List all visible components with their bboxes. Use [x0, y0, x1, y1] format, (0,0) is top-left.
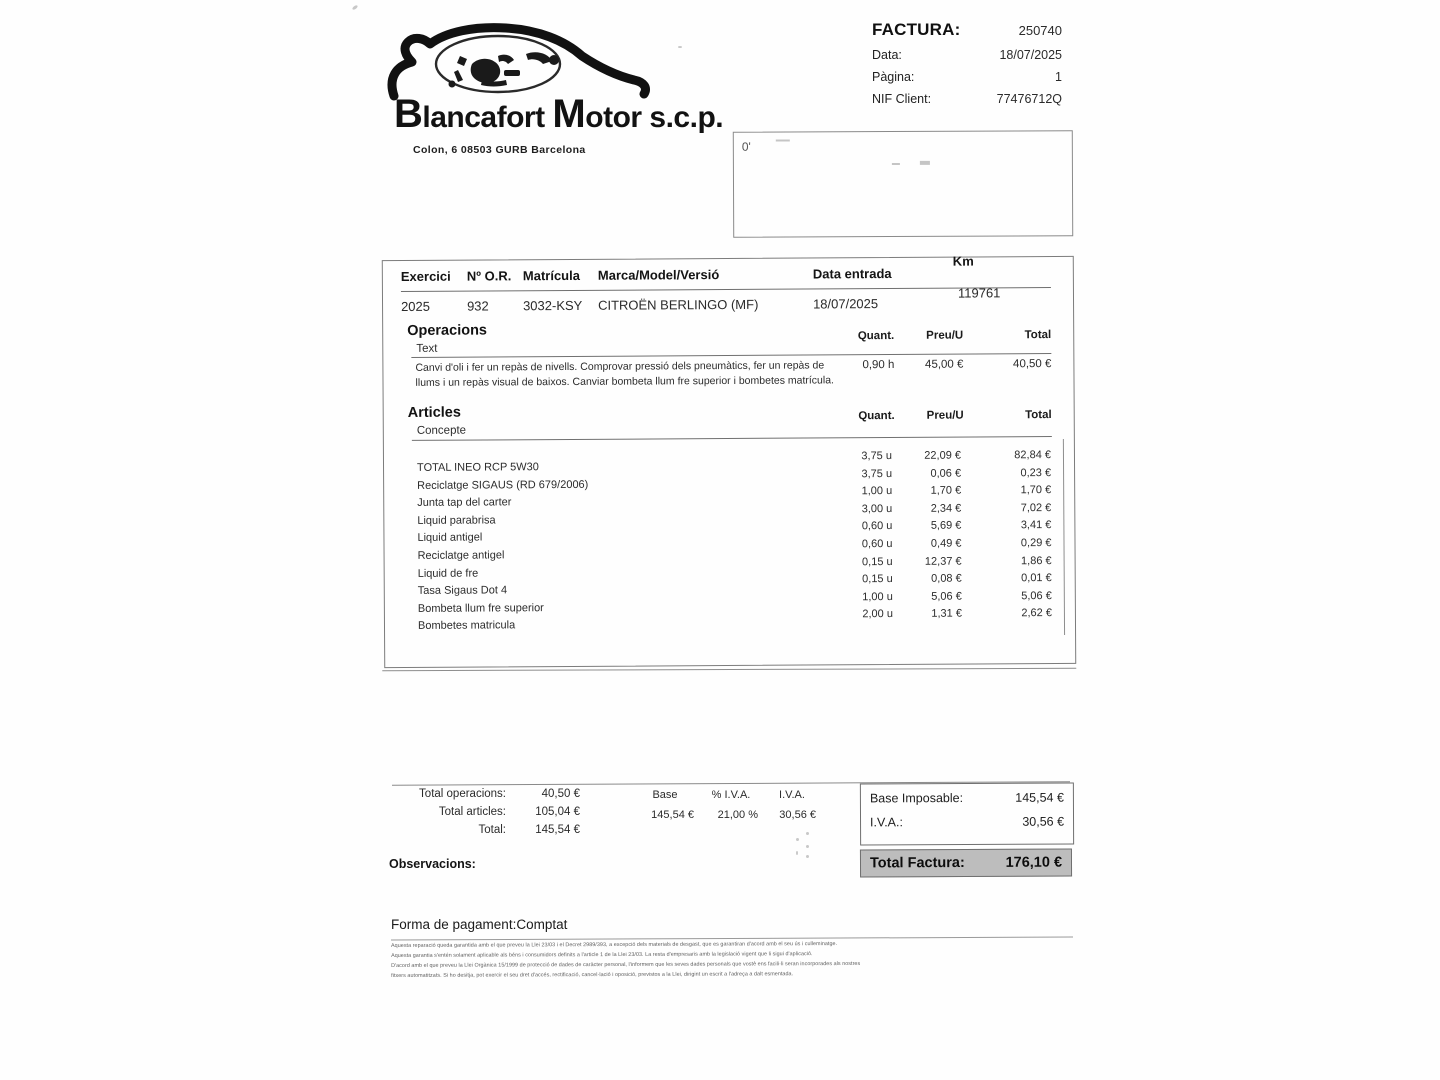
vehicle-data-row [383, 285, 1073, 321]
scan-artifact [796, 851, 798, 855]
scan-artifact [806, 845, 809, 848]
total-operacions-row [410, 788, 580, 800]
col-header-data-entrada: Data entrada [812, 266, 892, 282]
articles-col-header-total: Total [1025, 409, 1052, 422]
vat-header-iva: I.V.A. [779, 789, 805, 801]
invoice-detail-table [382, 253, 1076, 668]
totals-left-block [410, 788, 580, 842]
col-header-num-or: Nº O.R. [466, 268, 512, 284]
article-preu: 0,06 € [930, 467, 962, 480]
col-header-km: Km [952, 253, 974, 269]
operacions-quant: 0,90 h [862, 358, 895, 372]
invoice-meta [872, 20, 1062, 114]
summary-base-row [861, 791, 1073, 806]
company-address: Colon, 6 08503 GURB Barcelona [413, 144, 586, 156]
vat-iva-value: 30,56 € [779, 809, 816, 821]
operacions-text: Canvi d'oli i fer un repàs de nivells. Comprovar pressió dels pneumàtics, fer un repàs de llums i un repàs visual de baixos. Canviar bombeta llum fre superior i bombetes matrícula. [415, 359, 834, 390]
section-title-operacions: Operacions [407, 322, 488, 339]
observacions-label: Observacions: [389, 857, 476, 871]
vat-header-pct: % I.V.A. [711, 789, 751, 801]
article-total: 1,86 € [1020, 554, 1052, 567]
section-subtitle-text: Text [416, 342, 438, 355]
article-preu: 0,49 € [930, 537, 962, 550]
legal-line-3: D'acord amb el que preveu la Llei Orgànica 15/1999 de protecció de dades de caràcter personal, l'informem que les seves dades personals que vostè ens facili·li seran incorporades als nostres [391, 960, 861, 969]
summary-iva-label: I.V.A.: [870, 815, 903, 830]
total-articles-label: Total articles: [438, 806, 506, 818]
total-label: Total: [478, 824, 506, 836]
article-name: Liquid de fre [417, 567, 479, 580]
article-name: TOTAL INEO RCP 5W30 [416, 461, 539, 474]
vat-header-base: Base [652, 789, 678, 801]
scan-artifact [352, 5, 359, 11]
articles-col-header-preu: Preu/U [926, 409, 964, 422]
scan-artifact [892, 163, 900, 165]
total-articles-row [410, 806, 580, 818]
article-quant: 1,00 u [861, 485, 893, 498]
article-quant: 3,00 u [861, 502, 893, 515]
company-logo [386, 18, 726, 156]
article-quant: 2,00 u [862, 608, 893, 621]
invoice-label: FACTURA: [872, 20, 961, 39]
article-preu: 2,34 € [930, 502, 962, 515]
table-row [385, 607, 1075, 633]
summary-box [860, 783, 1074, 846]
col-header-exercici: Exercici [400, 268, 451, 285]
company-wordmark: Blancafort Motor s.c.p. [394, 92, 724, 136]
vat-base-value: 145,54 € [651, 809, 694, 821]
meta-row-page [872, 70, 1062, 84]
meta-row-invoice [872, 20, 1062, 40]
total-row [410, 824, 580, 836]
legal-line-1: Aquesta reparació queda garantida amb el que preveu la Llei 23/03 i el Decret 2989/393, a excepció dels materials de desgast, que es garantiran d'acord amb el seu ús i culleminatge. [391, 941, 838, 949]
section-title-articles: Articles [407, 404, 461, 421]
articles-list [384, 449, 1075, 633]
article-name: Tasa Sigaus Dot 4 [417, 584, 508, 598]
article-total: 82,84 € [1014, 449, 1052, 462]
scan-artifact [806, 832, 809, 835]
payment-method: Forma de pagament:Comptat [391, 917, 568, 932]
legal-line-4: fitxers automatitzats. Si ho desitja, pot exercir el seu dret d'accés, rectificació, cancel·lació i oposició, previstos a la Llei, dirigint un escrit a l'adreça a dalt esmentada. [391, 971, 794, 979]
article-total: 3,41 € [1020, 519, 1052, 532]
article-preu: 1,70 € [930, 484, 962, 497]
meta-row-nif [872, 92, 1062, 106]
scan-artifact [796, 838, 799, 841]
total-operacions-label: Total operacions: [419, 788, 506, 800]
value-num-or: 932 [466, 298, 489, 314]
article-total: 0,23 € [1020, 466, 1052, 479]
ops-col-header-total: Total [1024, 329, 1052, 342]
total-articles-value: 105,04 € [535, 806, 580, 818]
value-exercici: 2025 [400, 298, 431, 315]
vat-breakdown-table [636, 789, 816, 821]
date-label: Data: [872, 48, 902, 62]
summary-base-value: 145,54 € [1015, 790, 1064, 805]
summary-iva-row [861, 815, 1073, 830]
article-name: Bombetes matricula [417, 619, 516, 633]
article-preu: 12,37 € [924, 555, 962, 568]
ops-col-header-quant: Quant. [857, 329, 895, 343]
col-header-matricula: Matrícula [522, 267, 580, 284]
article-preu: 5,69 € [930, 519, 962, 533]
article-name: Bombeta llum fre superior [417, 601, 544, 615]
article-total: 2,62 € [1021, 607, 1052, 620]
total-value: 145,54 € [535, 824, 580, 836]
article-preu: 1,31 € [931, 607, 962, 621]
article-preu: 22,09 € [924, 449, 962, 462]
summary-iva-value: 30,56 € [1022, 814, 1065, 829]
meta-row-date [872, 48, 1062, 62]
article-name: Junta tap del carter [417, 496, 512, 510]
article-quant: 0,15 u [861, 555, 893, 568]
article-quant: 0,60 u [861, 520, 893, 533]
page-value: 1 [1055, 70, 1062, 84]
total-operacions-value: 40,50 € [541, 788, 580, 800]
page-label: Pàgina: [872, 70, 915, 84]
legal-line-2: Aquesta garantia s'entén solament aplicable als béns i consumidors definits a l'article 1 de la Llei 23/03. La resta d'empresaris amb la legislació vigent que li sigui d'aplicació. [391, 951, 813, 959]
article-total: 0,01 € [1021, 572, 1052, 585]
articles-col-header-quant: Quant. [858, 409, 895, 423]
vat-header-row [636, 789, 816, 801]
article-name: Liquid antigel [417, 531, 483, 545]
article-quant: 3,75 u [861, 450, 893, 463]
scan-artifact [776, 139, 790, 141]
articles-divider [412, 436, 1052, 441]
article-name: Reciclatge antigel [417, 549, 505, 562]
ops-col-header-preu: Preu/U [926, 329, 964, 342]
vat-pct-value: 21,00 % [717, 809, 758, 821]
value-km: 119761 [957, 285, 1001, 301]
article-total: 7,02 € [1020, 501, 1052, 515]
article-quant: 0,15 u [862, 573, 893, 586]
scan-artifact [806, 855, 809, 858]
scan-artifact [920, 161, 930, 165]
date-value: 18/07/2025 [999, 48, 1062, 62]
value-data-entrada: 18/07/2025 [812, 296, 879, 312]
value-marca: CITROËN BERLINGO (MF) [597, 296, 759, 313]
article-quant: 3,75 u [861, 467, 893, 480]
nif-label: NIF Client: [872, 92, 932, 106]
operacions-divider [411, 353, 1051, 358]
total-factura-box [860, 849, 1072, 878]
total-factura-label: Total Factura: [869, 855, 965, 872]
nif-value: 77476712Q [996, 92, 1062, 106]
article-quant: 1,00 u [862, 590, 893, 603]
total-factura-value: 176,10 € [1005, 854, 1063, 871]
invoice-number: 250740 [1018, 23, 1062, 38]
col-header-marca: Marca/Model/Versió [597, 267, 720, 283]
article-name: Liquid parabrisa [417, 514, 496, 527]
article-quant: 0,60 u [861, 537, 893, 551]
customer-address-box [733, 130, 1073, 237]
section-subtitle-concepte: Concepte [416, 424, 467, 437]
article-preu: 0,08 € [931, 572, 962, 585]
summary-base-label: Base Imposable: [869, 791, 964, 806]
article-total: 5,06 € [1021, 589, 1052, 602]
operacions-preu: 45,00 € [924, 358, 964, 371]
vat-data-row [636, 809, 816, 821]
article-name: Reciclatge SIGAUS (RD 679/2006) [417, 478, 589, 492]
article-total: 1,70 € [1020, 484, 1052, 497]
value-matricula: 3032-KSY [522, 297, 583, 314]
customer-text: 0' [741, 139, 751, 154]
article-total: 0,29 € [1020, 537, 1052, 550]
operacions-total: 40,50 € [1012, 358, 1052, 371]
article-preu: 5,06 € [931, 590, 962, 603]
legal-disclaimer [391, 938, 1079, 981]
